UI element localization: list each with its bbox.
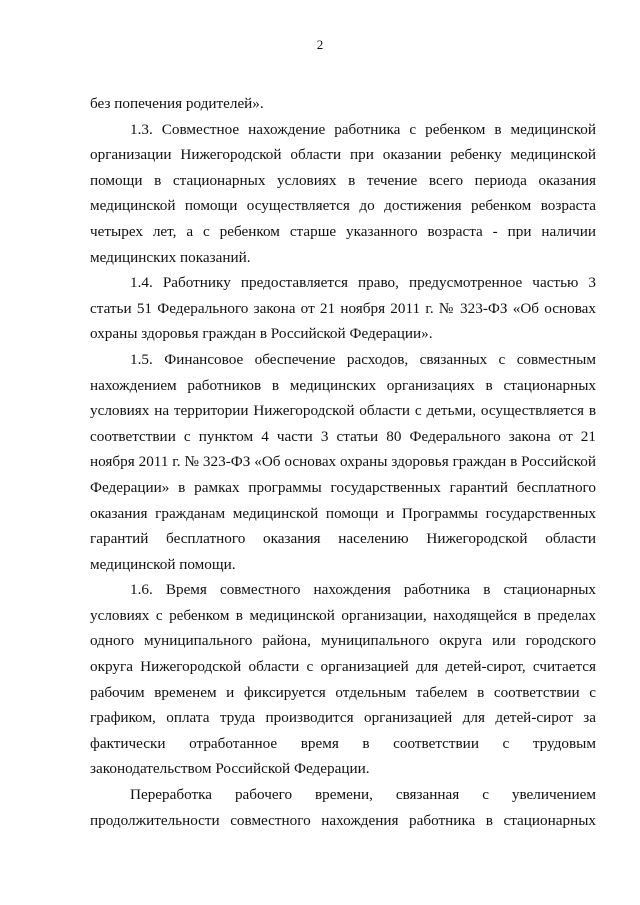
paragraph-overtime: Переработка рабочего времени, связанная с увеличением продолжительности совместного нахождения работника в стационарных [90, 786, 596, 829]
document-body [90, 91, 596, 833]
page-number: 2 [316, 37, 324, 52]
paragraph-continuation: без попечения родителей». [90, 95, 264, 112]
paragraph-1-4: 1.4. Работнику предоставляется право, предусмотренное частью 3 статьи 51 Федерального закона от 21 ноября 2011 г. № 323-ФЗ «Об основах охраны здоровья граждан в Российской Федерации». [90, 274, 596, 343]
paragraph-1-3: 1.3. Совместное нахождение работника с ребенком в медицинской организации Нижегородской области при оказании ребенку медицинской помощи в стационарных условиях в течение всего периода оказания медицинской помощи осуществляется до достижения ребенком возраста четырех лет, а с ребенком старше указанного возраста - при наличии медицинских показаний. [90, 120, 596, 266]
paragraph-1-5: 1.5. Финансовое обеспечение расходов, связанных с совместным нахождением работников в медицинских организациях в стационарных условиях на территории Нижегородской области с детьми, осуществляется в соответствии с пунктом 4 части 3 статьи 80 Федерального закона от 21 ноября 2011 г. № 323-ФЗ «Об основах охраны здоровья граждан в Российской Федерации» в рамках программы государственных гарантий бесплатного оказания гражданам медицинской помощи и Программы государственных гарантий бесплатного оказания населению Нижегородской области медицинской помощи. [90, 350, 596, 573]
paragraph-1-6: 1.6. Время совместного нахождения работника в стационарных условиях с ребенком в медицинской организации, находящейся в пределах одного муниципального района, муниципального округа или городского округа Нижегородской области с организацией для детей-сирот, считается рабочим временем и фиксируется отдельным табелем в соответствии с графиком, оплата труда производится организацией для детей-сирот за фактически отработанное время в соответствии с трудовым законодательством Российской Федерации. [90, 581, 596, 778]
